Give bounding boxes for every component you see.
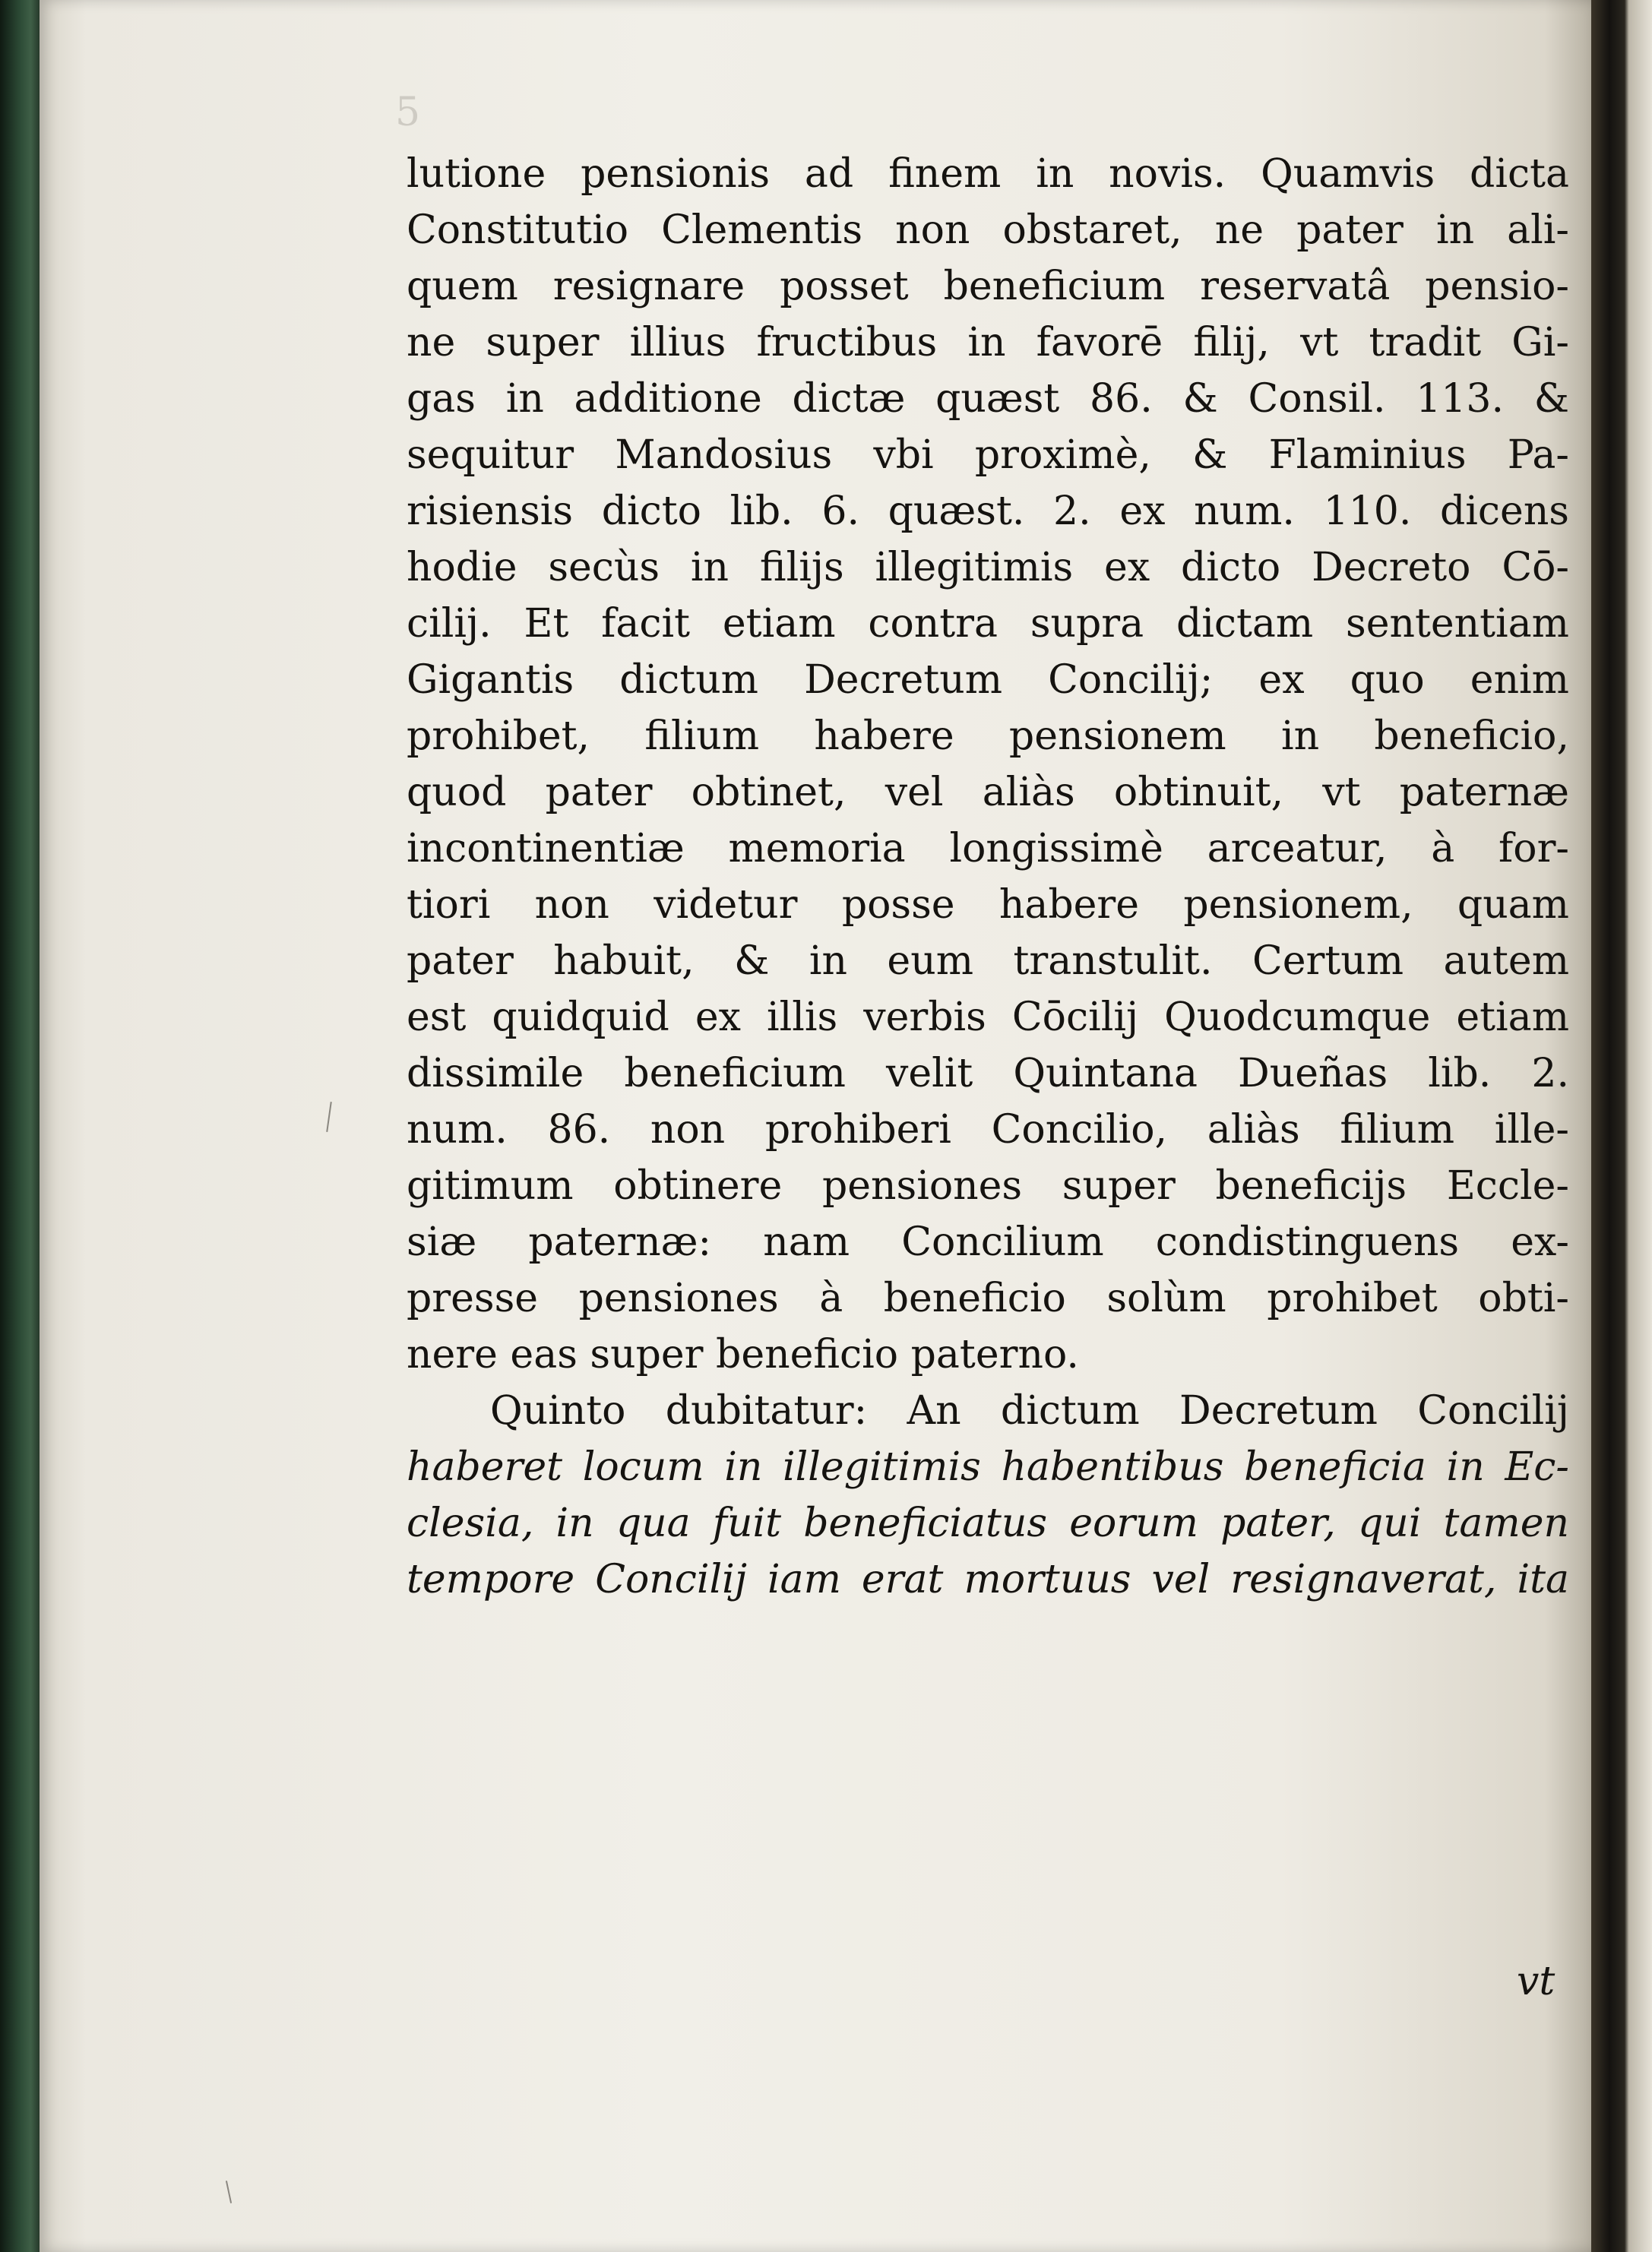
text-line: incontinentiæ memoria longissimè arceatur, à for-	[407, 826, 1569, 871]
text-line-paragraph-start: Quinto dubitatur: An dictum Decretum Concilij	[490, 1388, 1569, 1434]
bleed-through-page-number: 5	[395, 90, 424, 135]
text-line: dissimile beneficium velit Quintana Dueñas lib. 2.	[407, 1051, 1569, 1096]
text-line-italic: tempore Concilij iam erat mortuus vel resignaverat, ita	[407, 1557, 1569, 1602]
text-line: cilij. Et facit etiam contra supra dictam sententiam	[407, 601, 1569, 647]
book-cover-edge	[0, 0, 44, 2252]
text-line: gitimum obtinere pensiones super beneficijs Eccle-	[407, 1163, 1569, 1209]
text-line: sequitur Mandosius vbi proximè, & Flaminius Pa-	[407, 432, 1569, 478]
text-line: gas in additione dictæ quæst 86. & Consil. 113. &	[407, 376, 1569, 422]
text-line: risiensis dicto lib. 6. quæst. 2. ex num. 110. dicens	[407, 489, 1569, 534]
text-line: siæ paternæ: nam Concilium condistinguens ex-	[407, 1219, 1569, 1265]
text-line: nere eas super beneficio paterno.	[407, 1332, 1079, 1377]
text-line: hodie secùs in filijs illegitimis ex dicto Decreto Cō-	[407, 545, 1569, 590]
text-line: quem resignare posset beneficium reservatâ pensio-	[407, 264, 1569, 309]
text-line: presse pensiones à beneficio solùm prohibet obti-	[407, 1276, 1569, 1321]
text-line: num. 86. non prohiberi Concilio, aliàs filium ille-	[407, 1107, 1569, 1153]
text-line-italic: haberet locum in illegitimis habentibus beneficia in Ec-	[407, 1444, 1569, 1490]
text-line: quod pater obtinet, vel aliàs obtinuit, vt paternæ	[407, 770, 1569, 815]
text-line: Constitutio Clementis non obstaret, ne pater in ali-	[407, 207, 1569, 253]
text-line: pater habuit, & in eum transtulit. Certum autem	[407, 938, 1569, 984]
catchword: vt	[1517, 1959, 1555, 2004]
text-line: prohibet, filium habere pensionem in beneficio,	[407, 713, 1569, 759]
text-line-italic: clesia, in qua fuit beneficiatus eorum pater, qui tamen	[407, 1501, 1569, 1546]
text-line: est quidquid ex illis verbis Cōcilij Quodcumque etiam	[407, 995, 1569, 1040]
text-line: lutione pensionis ad finem in novis. Quamvis dicta	[407, 151, 1569, 197]
text-line: Gigantis dictum Decretum Concilij; ex quo enim	[407, 657, 1569, 703]
book-gutter	[1591, 0, 1652, 2252]
text-line: ne super illius fructibus in favorē filij, vt tradit Gi-	[407, 320, 1569, 365]
page-text-block	[407, 146, 1569, 1608]
text-line: tiori non videtur posse habere pensionem, quam	[407, 882, 1569, 928]
